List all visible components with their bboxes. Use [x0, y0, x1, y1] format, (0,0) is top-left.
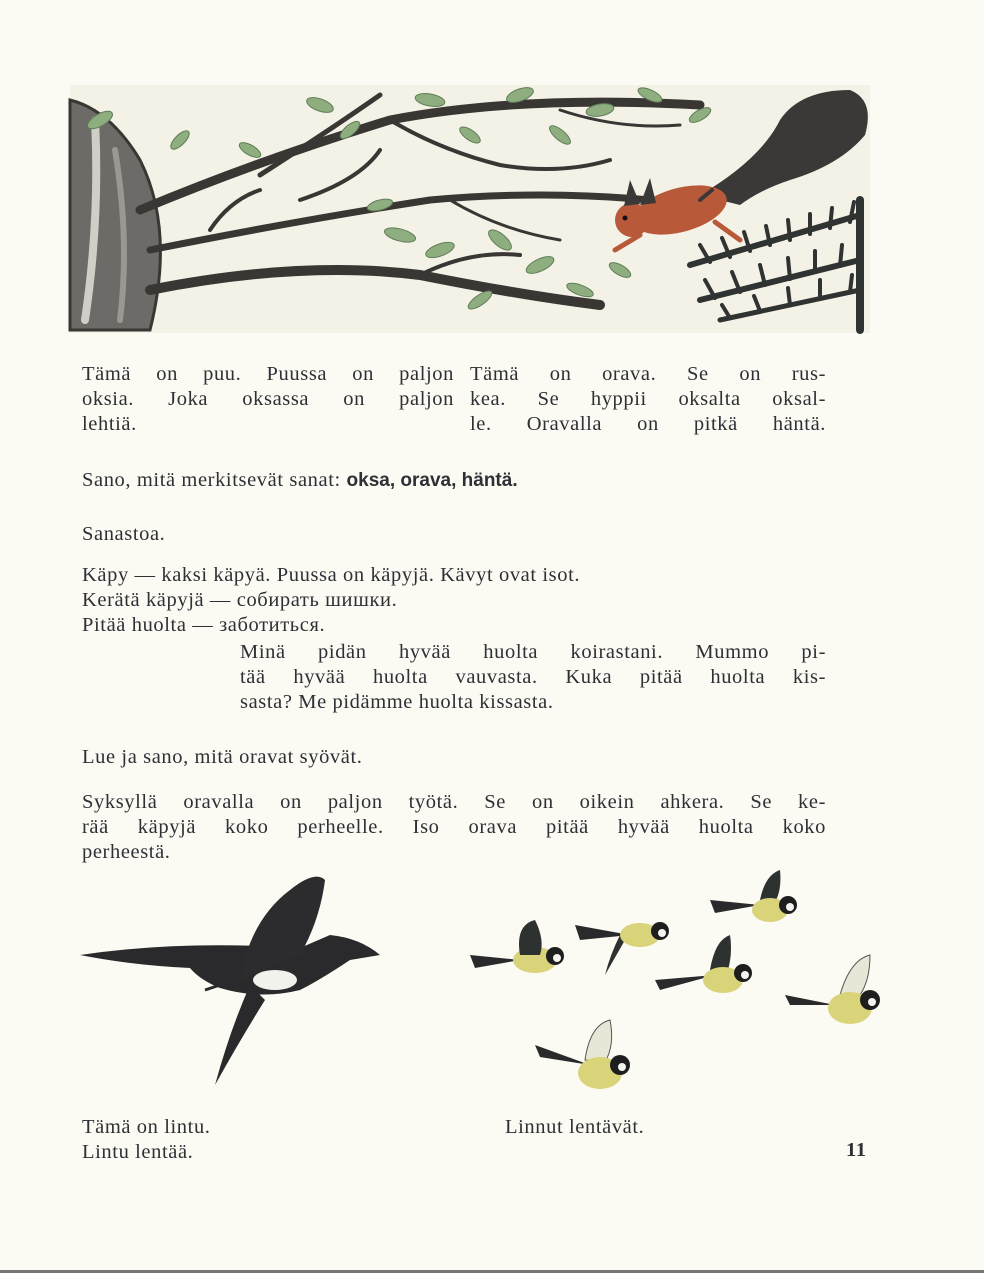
- tree-squirrel-illustration: [0, 0, 984, 340]
- vocabulary-line: Pitää huolta — заботиться.: [82, 614, 326, 636]
- reading-text: Syksyllä oravalla on paljon työtä. Se on oikein ahkera. Se ke- rää käpyjä koko perheelle. Iso orava pitää hyvää huolta koko perheestä.: [82, 791, 826, 863]
- vocabulary-line: Kerätä käpyjä — собирать шишки.: [82, 589, 398, 611]
- instruction-words: oksa, orava, häntä.: [346, 470, 518, 491]
- page-number: 11: [846, 1139, 867, 1161]
- single-bird-caption: Tämä on lintu. Lintu lentää.: [82, 1116, 211, 1163]
- vocabulary-line: Käpy — kaksi käpyä. Puussa on käpyjä. Kävyt ovat isot.: [82, 564, 581, 586]
- vocabulary-example: Minä pidän hyvää huolta koirastani. Mummo pi- tää hyvää huolta vauvasta. Kuka pitää huolta kis- sasta? Me pidämme huolta kissasta.: [240, 641, 826, 713]
- birds-illustration: [0, 860, 984, 1110]
- reading-prompt: Lue ja sano, mitä oravat syövät.: [82, 746, 363, 768]
- flock-caption: Linnut lentävät.: [505, 1116, 645, 1138]
- vocabulary-heading: Sanastoa.: [82, 523, 166, 545]
- squirrel-caption: Tämä on orava. Se on rus- kea. Se hyppii oksalta oksal- le. Oravalla on pitkä häntä.: [470, 363, 826, 435]
- magpie-icon: [80, 877, 380, 1085]
- tree-caption: Tämä on puu. Puussa on paljon oksia. Joka oksassa on paljon lehtiä.: [82, 363, 454, 435]
- instruction-line: Sano, mitä merkitsevät sanat: oksa, orava, häntä.: [82, 469, 518, 491]
- vocabulary-list: [82, 563, 580, 638]
- tits-flock-icon: [470, 870, 880, 1089]
